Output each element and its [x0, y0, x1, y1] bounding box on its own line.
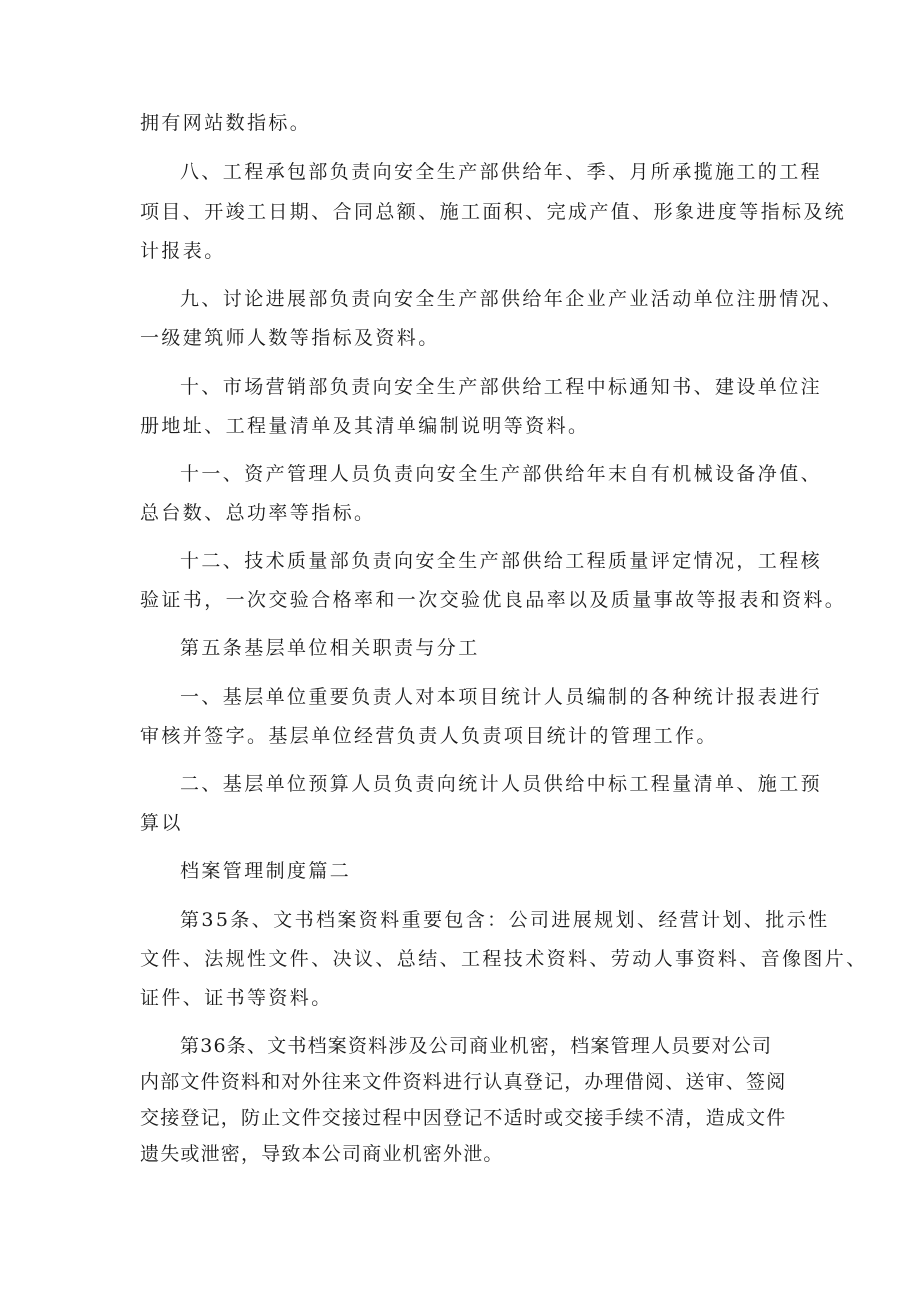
text-line: 总台数、总功率等指标。: [140, 502, 376, 524]
text-line: 册地址、工程量清单及其清单编制说明等资料。: [140, 415, 590, 437]
text-line: 十、市场营销部负责向安全生产部供给工程中标通知书、建设单位注: [180, 376, 823, 398]
text-line: 计报表。: [140, 240, 226, 262]
text-line: 文件、法规性文件、决议、总结、工程技术资料、劳动人事资料、音像图片、: [140, 948, 868, 970]
text-line: 项目、开竣工日期、合同总额、施工面积、完成产值、形象进度等指标及统: [140, 201, 847, 223]
section-heading: 第五条基层单位相关职责与分工: [180, 637, 480, 659]
text-line: 算以: [140, 812, 183, 834]
text-line: 证件、证书等资料。: [140, 987, 333, 1009]
text-line: 验证书，一次交验合格率和一次交验优良品率以及质量事故等报表和资料。: [140, 589, 847, 611]
text-line: 一级建筑师人数等指标及资料。: [140, 327, 440, 349]
text-line: 内部文件资料和对外往来文件资料进行认真登记，办理借阅、送审、签阅: [140, 1071, 787, 1093]
section-heading: 档案管理制度篇二: [180, 860, 352, 882]
text-line: 第35条、文书档案资料重要包含：公司进展规划、经营计划、批示性: [180, 909, 830, 931]
text-line: 第36条、文书档案资料涉及公司商业机密，档案管理人员要对公司: [180, 1035, 773, 1057]
text-line: 交接登记，防止文件交接过程中因登记不适时或交接手续不清，造成文件: [140, 1107, 787, 1129]
text-line: 审核并签字。基层单位经营负责人负责项目统计的管理工作。: [140, 725, 718, 747]
text-line: 八、工程承包部负责向安全生产部供给年、季、月所承揽施工的工程: [180, 161, 823, 183]
text-line: 九、讨论进展部负责向安全生产部供给年企业产业活动单位注册情况、: [180, 288, 844, 310]
text-line: 一、基层单位重要负责人对本项目统计人员编制的各种统计报表进行: [180, 686, 823, 708]
text-line: 十一、资产管理人员负责向安全生产部供给年末自有机械设备净值、: [180, 463, 823, 485]
text-line: 二、基层单位预算人员负责向统计人员供给中标工程量清单、施工预: [180, 773, 823, 795]
text-line: 遗失或泄密，导致本公司商业机密外泄。: [140, 1143, 504, 1165]
text-line: 拥有网站数指标。: [140, 112, 312, 134]
text-line: 十二、技术质量部负责向安全生产部供给工程质量评定情况，工程核: [180, 550, 823, 572]
